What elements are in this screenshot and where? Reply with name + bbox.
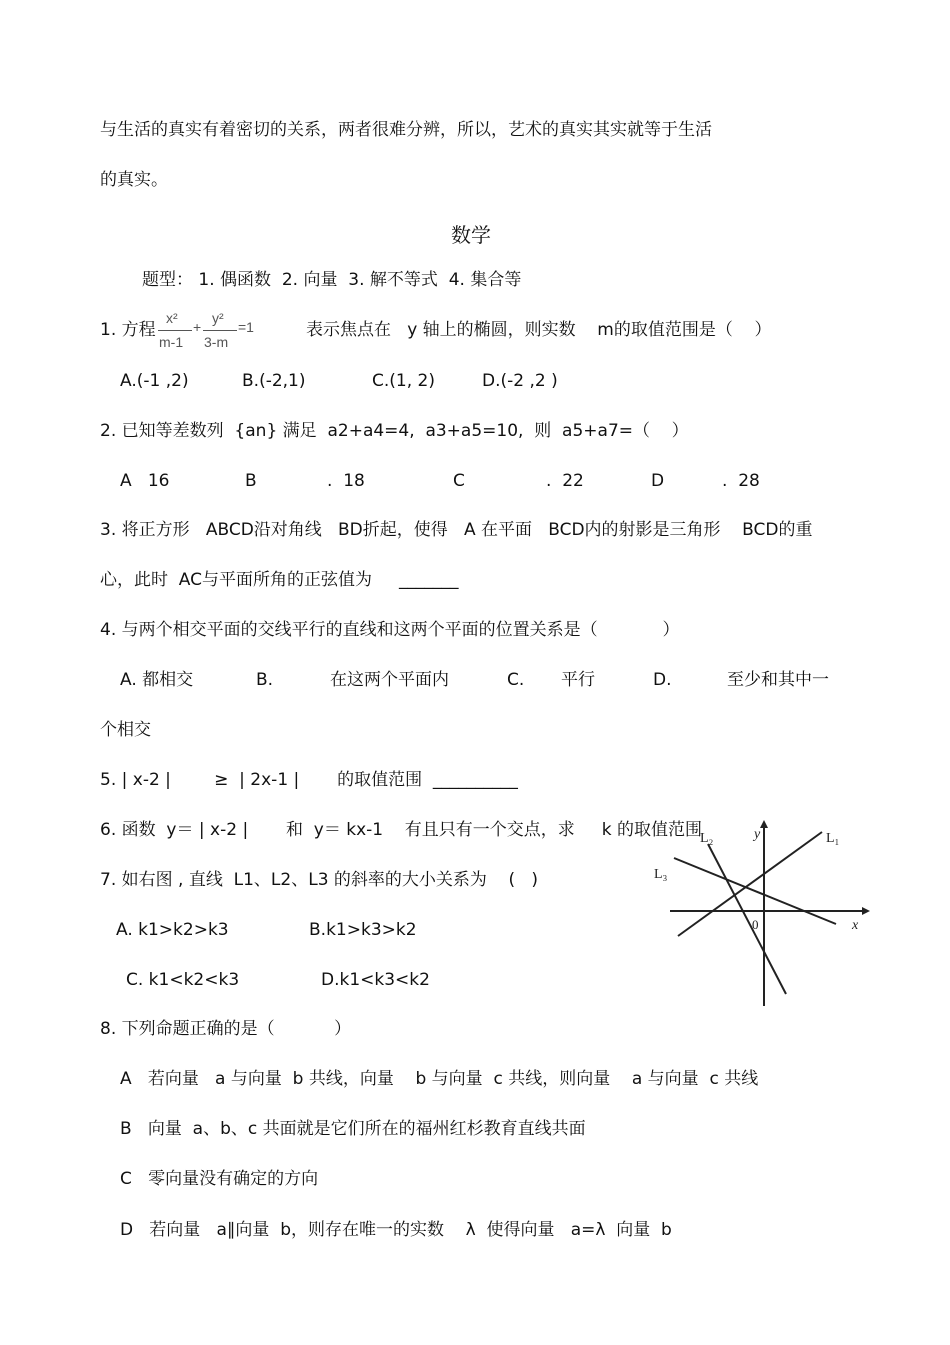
line-l3 (674, 858, 836, 924)
q7-option-c: C. k1<k2<k3 (126, 970, 240, 990)
q7-option-b: B.k1>k3>k2 (309, 920, 417, 940)
line-l1-label: L₁ (826, 831, 840, 846)
y-axis-label: y (754, 827, 761, 842)
q2-option-d-value: . 28 (722, 471, 760, 491)
q2-option-d-letter: D (651, 471, 665, 491)
origin-label: 0 (752, 917, 759, 932)
q1-fraction-x-numerator: x² (166, 310, 178, 326)
q4-option-d-letter: D. (653, 670, 672, 690)
q2-option-c-value: . 22 (546, 471, 584, 491)
q7-stem: 7. 如右图 , 直线 L1、L2、L3 的斜率的大小关系为 ( ) (100, 870, 538, 890)
q1-fraction-x-denominator: m-1 (159, 334, 184, 350)
q8-option-c: C 零向量没有确定的方向 (120, 1169, 319, 1189)
q1-fraction-y (203, 308, 239, 354)
q2-stem: 2. 已知等差数列 {an} 满足 a2+a4=4, a3+a5=10, 则 a5+a7=（ ） (100, 421, 689, 441)
q1-fraction-y-denominator: 3-m (204, 334, 229, 350)
q1-stem: 表示焦点在 y 轴上的椭圆，则实数 m的取值范围是（ ） (306, 320, 772, 340)
q7-option-d: D.k1<k3<k2 (321, 970, 430, 990)
q1-option-d: D.(-2 ,2 ) (482, 371, 558, 391)
line-l1 (678, 832, 822, 936)
q3-stem-line-1: 3. 将正方形 ABCD沿对角线 BD折起，使得 A 在平面 BCD内的射影是三角形 BCD的重 (100, 520, 813, 540)
q8-option-b: B 向量 a、b、c 共面就是它们所在的福州红杉教育直线共面 (120, 1119, 586, 1139)
q6-stem: 6. 函数 y＝ | x-2 | 和 y＝ kx-1 有且只有一个交点，求 k 的取值范围 (100, 820, 703, 840)
section-title: 数学 (451, 223, 491, 247)
intro-line-2: 的真实。 (100, 170, 168, 190)
q1-plus: + (193, 319, 202, 335)
q1-prefix: 1. 方程 (100, 320, 156, 340)
q8-stem: 8. 下列命题正确的是（ ） (100, 1019, 352, 1039)
q7-lines-figure (640, 818, 880, 1008)
q8-option-d: D 若向量 a∥向量 b，则存在唯一的实数 λ 使得向量 a=λ 向量 b (120, 1220, 672, 1240)
x-axis-label: x (852, 918, 859, 933)
q1-option-c: C.(1, 2) (372, 371, 435, 391)
q4-option-c-letter: C. (507, 670, 525, 690)
q4-stem: 4. 与两个相交平面的交线平行的直线和这两个平面的位置关系是（ ） (100, 620, 680, 640)
q1-equals: =1 (238, 319, 254, 335)
line-l2-label: L₂ (700, 831, 714, 846)
q4-option-b-letter: B. (256, 670, 274, 690)
q4-option-d-text: 至少和其中一 (727, 670, 829, 690)
q1-fraction-x-bar (158, 330, 192, 331)
q4-option-b-text: 在这两个平面内 (330, 670, 449, 690)
q1-fraction-y-numerator: y² (212, 310, 224, 326)
intro-line-1: 与生活的真实有着密切的关系，两者很难分辨，所以，艺术的真实其实就等于生活 (100, 120, 712, 140)
q7-option-a: A. k1>k2>k3 (116, 920, 229, 940)
q2-option-a: A 16 (120, 471, 170, 491)
q1-fraction-x (158, 308, 194, 354)
q8-option-a: A 若向量 a 与向量 b 共线，向量 b 与向量 c 共线，则向量 a 与向量 c 共线 (120, 1069, 759, 1089)
x-axis-arrow-icon (862, 907, 870, 915)
q4-option-c-text: 平行 (561, 670, 595, 690)
q1-fraction-y-bar (203, 330, 237, 331)
q5-stem: 5. | x-2 | ≥ | 2x-1 | 的取值范围 __________ (100, 770, 518, 790)
q4-option-d-continued: 个相交 (100, 720, 151, 740)
q2-option-b-letter: B (245, 471, 257, 491)
q2-option-c-letter: C (453, 471, 465, 491)
question-types-line: 题型： 1. 偶函数 2. 向量 3. 解不等式 4. 集合等 (142, 270, 522, 290)
q1-option-a: A.(-1 ,2) (120, 371, 189, 391)
y-axis-arrow-icon (760, 820, 768, 828)
line-l3-label: L₃ (654, 867, 668, 882)
q2-option-b-value: . 18 (327, 471, 365, 491)
q4-option-a: A. 都相交 (120, 670, 194, 690)
q1-option-b: B.(-2,1) (242, 371, 306, 391)
q3-stem-line-2: 心，此时 AC与平面所角的正弦值为 _______ (100, 570, 459, 590)
